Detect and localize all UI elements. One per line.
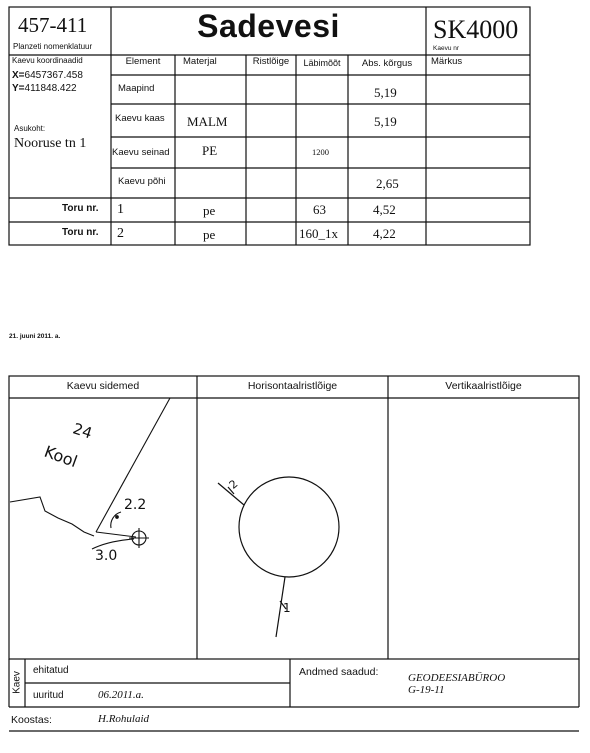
address-label: Asukoht: — [14, 124, 46, 133]
nomenclature-label: Planzeti nomenklatuur — [13, 42, 93, 51]
coord-x-value: 6457367.458 — [24, 70, 83, 81]
drawing-title-horizontal: Horisontaalristlõige — [247, 380, 338, 392]
sketch-distance-2: 3.0 — [95, 548, 118, 564]
pipe-material: pe — [203, 227, 216, 242]
coord-y — [12, 83, 77, 94]
pipe-label: Toru nr. — [62, 203, 99, 214]
row-diameter: 1200 — [312, 147, 329, 157]
drawing-title-connections: Kaevu sidemed — [66, 380, 140, 392]
pipe-number: 2 — [117, 226, 124, 241]
pipe-material: pe — [203, 203, 216, 218]
col-header-diameter: Läbimõõt — [303, 58, 341, 68]
well-number-label: Kaevu nr — [433, 45, 460, 52]
document-date: 21. juuni 2011. a. — [9, 333, 61, 340]
measured-label: uuritud — [33, 690, 64, 701]
pipe-diameter: 63 — [313, 202, 326, 217]
row-height: 5,19 — [374, 114, 397, 129]
data-from-code: G-19-11 — [408, 684, 445, 696]
row-element: Kaevu seinad — [112, 147, 170, 158]
row-element: Kaevu põhi — [118, 176, 166, 187]
sketch-building-name: Kool — [41, 441, 80, 472]
pipe-1-label: 1 — [283, 601, 291, 615]
drawing-title-vertical: Vertikaalristlõige — [445, 380, 522, 392]
coord-x — [12, 70, 83, 81]
row-element: Maapind — [118, 83, 155, 94]
col-header-material: Materjal — [183, 56, 217, 67]
row-element: Kaevu kaas — [115, 113, 165, 124]
measured-value: 06.2011.a. — [98, 689, 144, 701]
composed-label: Koostas: — [11, 714, 52, 726]
col-header-height: Abs. kõrgus — [361, 58, 413, 69]
pipe-height: 4,22 — [373, 226, 396, 241]
pipe-2-label: 2 — [226, 477, 241, 492]
col-header-element: Element — [125, 56, 161, 67]
sketch-distance-1: 2.2 — [124, 497, 147, 513]
coord-y-value: 411848.422 — [24, 83, 77, 94]
composed-value: H.Rohulaid — [98, 713, 150, 725]
pipe-number: 1 — [117, 202, 124, 217]
pipe-height: 4,52 — [373, 202, 396, 217]
well-number: SK4000 — [433, 15, 519, 44]
data-from-org: GEODEESIABÜROO — [408, 672, 506, 684]
col-header-note: Märkus — [431, 56, 463, 67]
address-value: Nooruse tn 1 — [14, 136, 87, 151]
row-material: MALM — [187, 114, 228, 129]
coord-y-label: Y= — [12, 83, 25, 94]
sketch-building-number: 24 — [70, 419, 95, 443]
data-from-label: Andmed saadud: — [299, 666, 379, 678]
row-height: 2,65 — [376, 176, 399, 191]
pipe-diameter: 160_1x — [299, 226, 338, 241]
document-title: Sadevesi — [197, 8, 340, 44]
connections-sketch — [10, 398, 170, 549]
coord-x-label: X= — [12, 70, 25, 81]
footer-side-label: Kaev — [11, 671, 23, 694]
nomenclature-number: 457-411 — [18, 13, 88, 37]
pipe-label: Toru nr. — [62, 227, 99, 238]
coords-label: Kaevu koordinaadid — [12, 56, 83, 65]
built-label: ehitatud — [33, 665, 69, 676]
row-height: 5,19 — [374, 85, 397, 100]
row-material: PE — [202, 143, 218, 158]
horizontal-section — [218, 477, 339, 637]
col-header-cross: Ristlõige — [252, 56, 290, 67]
